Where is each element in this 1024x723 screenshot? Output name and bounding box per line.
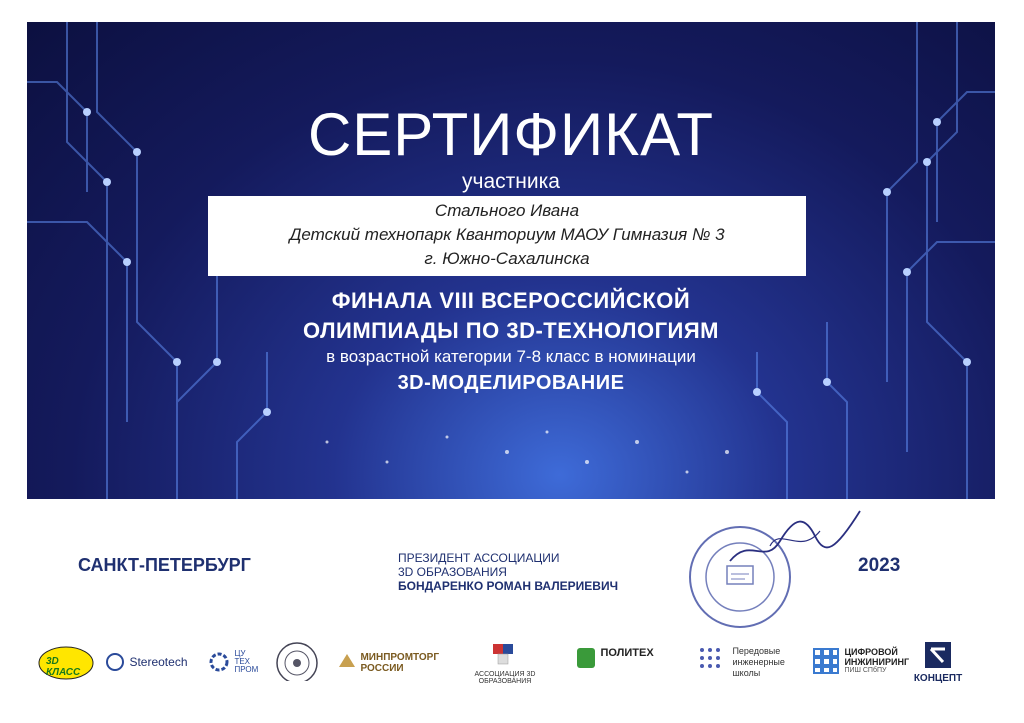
city: САНКТ-ПЕТЕРБУРГ: [78, 555, 251, 575]
logo-politech: [576, 647, 654, 687]
logo-koncept: [910, 642, 966, 682]
koncept-icon: [925, 642, 951, 668]
logo-3d-class-text: 3D КЛАСС: [46, 656, 81, 678]
logo-association-3d: [450, 642, 560, 685]
participant-box: [208, 196, 806, 276]
logo-politech-text: ПОЛИТЕХ: [600, 647, 654, 659]
year: 2023: [858, 555, 901, 576]
logo-minpromtorg-text: МИНПРОМТОРГ РОССИИ: [360, 652, 440, 674]
president-line-1: ПРЕЗИДЕНТ АССОЦИАЦИИ: [398, 551, 560, 565]
digital-grid-icon: [812, 647, 840, 675]
association-cube-icon: [485, 642, 525, 666]
category-text: в возрастной категории 7-8 класс в номинации: [326, 347, 696, 366]
logo-digital-engineering-text: ЦИФРОВОЙ ИНЖИНИРИНГ: [844, 647, 910, 667]
signature: [720, 506, 870, 576]
emblem-icon: [275, 641, 319, 681]
logo-minpromtorg: [338, 652, 440, 692]
certificate-title: СЕРТИФИКАТ: [307, 101, 715, 168]
logo-digital-engineering: [812, 647, 910, 687]
gear-icon: [208, 650, 230, 674]
president-block: [398, 551, 618, 593]
certificate-banner: [27, 22, 995, 499]
nomination: 3D-МОДЕЛИРОВАНИЕ: [397, 372, 625, 394]
logo-koncept-text: КОНЦЕПТ: [913, 673, 963, 684]
logo-advanced-engineering-schools: [698, 646, 792, 686]
heading-line-2: ОЛИМПИАДЫ ПО 3D-ТЕХНОЛОГИЯМ: [303, 318, 719, 343]
logo-digital-engineering-sub: ПИШ СПбПУ: [844, 667, 887, 674]
president-name: БОНДАРЕНКО РОМАН ВАЛЕРИЕВИЧ: [398, 579, 619, 593]
logo-3d-class: [38, 645, 94, 685]
logo-stereotech: [105, 652, 188, 692]
logo-association-text: АССОЦИАЦИЯ 3D ОБРАЗОВАНИЯ: [474, 671, 536, 685]
organization-line-2: г. Южно-Сахалинска: [424, 249, 590, 268]
heading-line-1: ФИНАЛА VIII ВСЕРОССИЙСКОЙ: [331, 288, 691, 313]
organization-line-1: Детский технопарк Кванториум МАОУ Гимназия № 3: [289, 225, 725, 244]
dots-grid-icon: [698, 646, 728, 676]
politech-icon: [576, 647, 596, 669]
minpromtorg-icon: [338, 652, 356, 668]
logo-pish-text: Передовые инженерные школы: [732, 646, 785, 678]
president-line-2: 3D ОБРАЗОВАНИЯ: [398, 565, 507, 579]
logo-tsu-tech-prom: [208, 650, 263, 690]
certificate-subtitle: участника: [462, 170, 560, 193]
logo-tsu-tech-prom-text: ЦУ ТЕХ ПРОМ: [234, 649, 259, 674]
participant-name: Стального Ивана: [434, 201, 580, 220]
stereotech-icon: [105, 652, 125, 672]
logo-stereotech-text: Stereotech: [129, 655, 188, 669]
